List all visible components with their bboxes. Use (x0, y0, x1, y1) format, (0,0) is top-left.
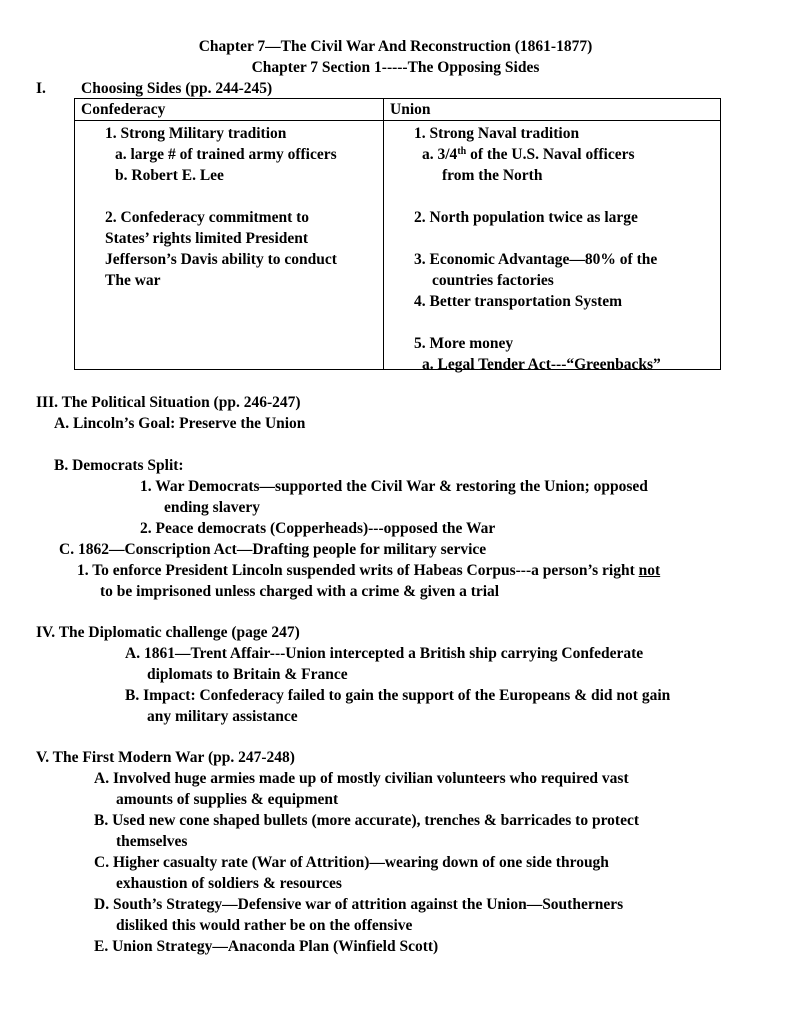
list-item: 4. Better transportation System (414, 293, 623, 310)
section-title: Chapter 7 Section 1-----The Opposing Sides (251, 59, 540, 76)
outline-item: D. South’s Strategy—Defensive war of attrition against the Union—Southerners (94, 896, 624, 913)
list-item: a. large # of trained army officers (115, 146, 337, 163)
outline-item-text: 1. To enforce President Lincoln suspended writs of Habeas Corpus---a person’s right (77, 562, 639, 579)
outline-item: B. Democrats Split: (54, 457, 184, 474)
superscript-text: th (457, 146, 467, 157)
outline-item: B. Impact: Confederacy failed to gain the support of the Europeans & did not gain (125, 687, 671, 704)
section-heading: III. The Political Situation (pp. 246-247) (36, 394, 301, 411)
outline-item-continuation: themselves (116, 833, 188, 850)
list-item: from the North (442, 167, 543, 184)
chapter-title: Chapter 7—The Civil War And Reconstruction (1861-1877) (198, 38, 593, 55)
choosing-sides-table (74, 98, 721, 373)
outline-item: B. Used new cone shaped bullets (more accurate), trenches & barricades to protect (94, 812, 639, 829)
list-item: b. Robert E. Lee (115, 167, 224, 184)
section-heading: IV. The Diplomatic challenge (page 247) (36, 624, 300, 641)
list-item: 3. Economic Advantage—80% of the (414, 251, 658, 268)
list-item: States’ rights limited President (105, 230, 309, 247)
outline-item-continuation: amounts of supplies & equipment (116, 791, 339, 808)
list-item: 2. North population twice as large (414, 209, 638, 226)
outline-item: 2. Peace democrats (Copperheads)---opposed the War (140, 520, 496, 537)
column-header-union: Union (384, 99, 721, 121)
outline-item-continuation: to be imprisoned unless charged with a crime & given a trial (100, 583, 500, 600)
union-cell (384, 121, 721, 373)
outline-item: A. Lincoln’s Goal: Preserve the Union (54, 415, 306, 432)
outline-item-continuation: exhaustion of soldiers & resources (116, 875, 342, 892)
list-item-rest: of the U.S. Naval officers (466, 146, 635, 163)
outline-item-continuation: diplomats to Britain & France (147, 666, 348, 683)
outline-item-continuation: ending slavery (164, 499, 261, 516)
outline-item: C. 1862—Conscription Act—Drafting people for military service (59, 541, 487, 558)
confederacy-cell (75, 121, 384, 370)
list-item: 2. Confederacy commitment to (105, 209, 310, 226)
outline-item: A. Involved huge armies made up of mostly civilian volunteers who required vast (94, 770, 629, 787)
section-numeral: I. (36, 80, 46, 97)
outline-item-continuation: disliked this would rather be on the offensive (116, 917, 413, 934)
list-item (422, 144, 635, 165)
list-item: a. Legal Tender Act---“Greenbacks” (422, 356, 661, 373)
list-item: Jefferson’s Davis ability to conduct (105, 251, 337, 268)
list-item: countries factories (432, 272, 554, 289)
outline-item: C. Higher casualty rate (War of Attrition)—wearing down of one side through (94, 854, 609, 871)
list-item: The war (105, 272, 161, 289)
section-heading: Choosing Sides (pp. 244-245) (81, 80, 273, 97)
outline-item-continuation: any military assistance (147, 708, 298, 725)
list-item: 1. Strong Naval tradition (414, 125, 580, 142)
list-item: 1. Strong Military tradition (105, 125, 287, 142)
list-item: 5. More money (414, 335, 514, 352)
outline-item: 1. War Democrats—supported the Civil War & restoring the Union; opposed (140, 478, 648, 495)
fraction-text: a. 3/4 (422, 146, 458, 163)
column-header-confederacy: Confederacy (75, 99, 384, 121)
section-heading: V. The First Modern War (pp. 247-248) (36, 749, 295, 766)
outline-item: E. Union Strategy—Anaconda Plan (Winfield Scott) (94, 938, 439, 955)
outline-item (77, 560, 660, 581)
outline-item: A. 1861—Trent Affair---Union intercepted a British ship carrying Confederate (125, 645, 644, 662)
underlined-word: not (638, 562, 661, 579)
